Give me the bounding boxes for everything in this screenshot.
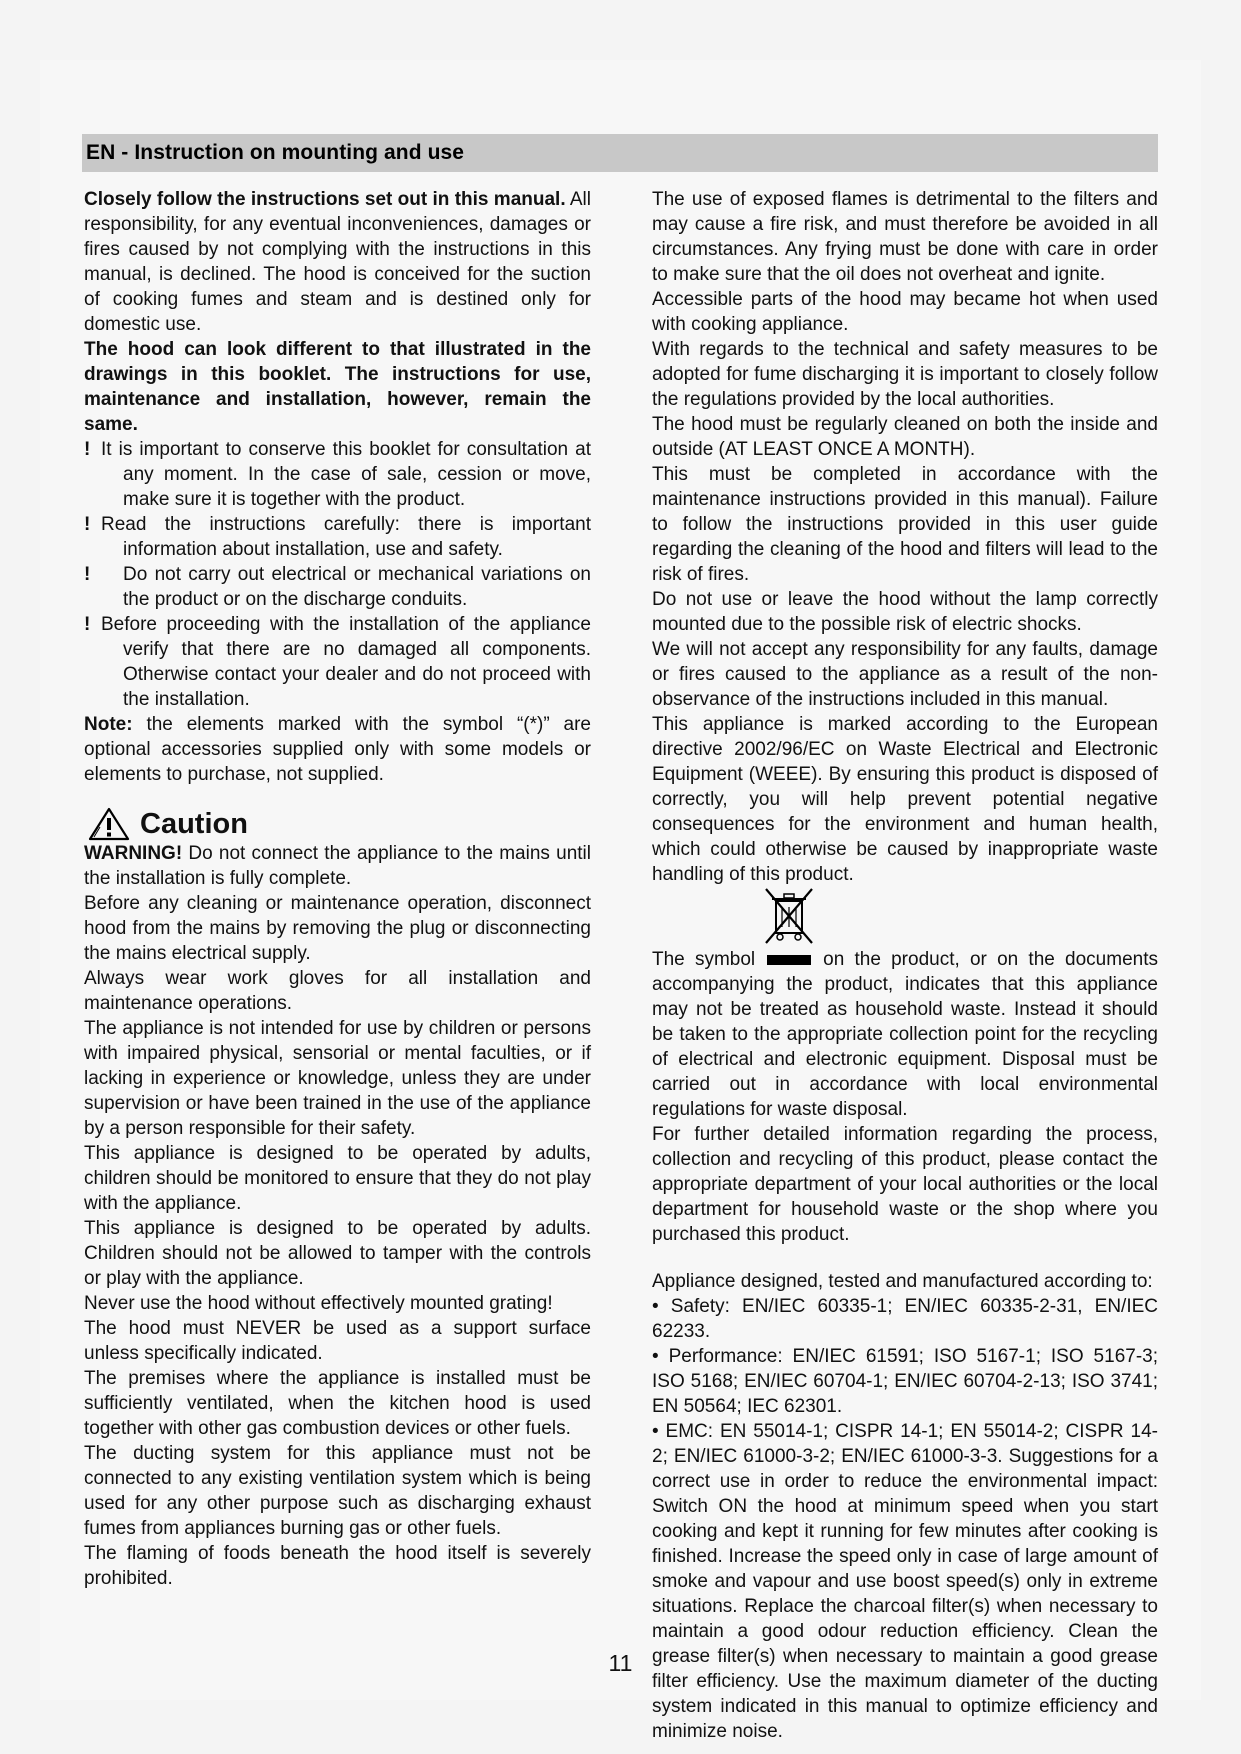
paragraph: Accessible parts of the hood may became hot when used with cooking appliance. bbox=[652, 289, 1158, 335]
paragraph: This must be completed in accordance with the maintenance instructions provided in this manual). Failure to follow the instructions provided in this user guide regarding the cleaning of the hood and filters will lead to the risk of fires. bbox=[652, 464, 1158, 585]
bang-item: ! Read the instructions carefully: there is important information about installation, use and safety. bbox=[84, 514, 591, 560]
weee-block bbox=[652, 887, 1158, 1122]
paragraph: With regards to the technical and safety measures to be adopted for fume discharging it is important to closely follow the regulations provided by the local authorities. bbox=[652, 339, 1158, 410]
paragraph: The hood must be regularly cleaned on both the inside and outside (AT LEAST ONCE A MONTH). bbox=[652, 414, 1158, 460]
paragraph: • Safety: EN/IEC 60335-1; EN/IEC 60335-2-31, EN/IEC 62233. bbox=[652, 1296, 1158, 1342]
weee-bar-icon bbox=[767, 955, 811, 965]
paragraph: The use of exposed flames is detrimental to the filters and may cause a fire risk, and must therefore be avoided in all circumstances. Any frying must be done with care in order to make sure that the oil does not overheat and ignite. bbox=[652, 189, 1158, 285]
paragraph: Always wear work gloves for all installation and maintenance operations. bbox=[84, 968, 591, 1014]
paragraph: For further detailed information regarding the process, collection and recycling of this product, please contact the appropriate department of your local authorities or the local department for household waste or the shop where you purchased this product. bbox=[652, 1124, 1158, 1245]
paragraph: • EMC: EN 55014-1; CISPR 14-1; EN 55014-2; CISPR 14-2; EN/IEC 61000-3-2; EN/IEC 61000-3-3. Suggestions for a correct use in order to reduce the environmental impact: Switch ON the hood at minimum speed when you start cooking and kept it running for few minutes after cooking is finished. Increase the speed only in case of large amount of smoke and vapour and use boost speed(s) only in extreme situations. Replace the charcoal filter(s) when necessary to maintain a good odour reduction efficiency. Clean the grease filter(s) when necessary to maintain a good grease filter efficiency. Use the maximum diameter of the ducting system indicated in this manual to optimize efficiency and minimize noise. bbox=[652, 1421, 1158, 1742]
paragraph: This appliance is designed to be operated by adults, children should be monitored to ensure that they do not play with the appliance. bbox=[84, 1143, 591, 1214]
caution-heading bbox=[84, 807, 591, 841]
section-title: EN - Instruction on mounting and use bbox=[86, 141, 465, 164]
paragraph: The flaming of foods beneath the hood itself is severely prohibited. bbox=[84, 1543, 591, 1589]
paragraph: This appliance is marked according to the European directive 2002/96/EC on Waste Electrical and Electronic Equipment (WEEE). By ensuring this product is disposed of correctly, you will help prevent potential negative consequences for the environment and human health, which could otherwise be caused by inappropriate waste handling of this product. bbox=[652, 714, 1158, 885]
paragraph: This appliance is designed to be operated by adults. Children should not be allowed to tamper with the controls or play with the appliance. bbox=[84, 1218, 591, 1289]
paragraph: Appliance designed, tested and manufactured according to: bbox=[652, 1271, 1153, 1292]
intro-paragraph: Closely follow the instructions set out in this manual. All responsibility, for any eventual inconveniences, damages or fires caused by not complying with the instructions in this manual, is declined. The hood is conceived for the suction of cooking fumes and steam and is destined only for domestic use. bbox=[84, 189, 591, 335]
notice-paragraph: The hood can look different to that illustrated in the drawings in this booklet. The instructions for use, maintenance and installation, however, remain the same. bbox=[84, 339, 591, 435]
bang-item: ! It is important to conserve this booklet for consultation at any moment. In the case of sale, cession or move, make sure it is together with the product. bbox=[84, 439, 591, 510]
paragraph: The premises where the appliance is installed must be sufficiently ventilated, when the kitchen hood is used together with other gas combustion devices or other fuels. bbox=[84, 1368, 591, 1439]
note-paragraph: Note: the elements marked with the symbol “(*)” are optional accessories supplied only with some models or elements to purchase, not supplied. bbox=[84, 714, 591, 785]
right-column bbox=[652, 187, 1158, 1744]
paragraph: The appliance is not intended for use by children or persons with impaired physical, sensorial or mental faculties, or if lacking in experience or knowledge, unless they are under supervision or have been trained in the use of the appliance by a person responsible for their safety. bbox=[84, 1018, 591, 1139]
section-header bbox=[82, 134, 1158, 172]
paragraph: Never use the hood without effectively mounted grating! bbox=[84, 1293, 553, 1314]
page-number: 11 bbox=[608, 1650, 633, 1676]
bang-item: ! Do not carry out electrical or mechanical variations on the product or on the discharge conduits. bbox=[84, 564, 591, 610]
paragraph: Do not use or leave the hood without the lamp correctly mounted due to the possible risk of electric shocks. bbox=[652, 589, 1158, 635]
spacer bbox=[652, 1247, 1158, 1269]
warning-paragraph: WARNING! Do not connect the appliance to the mains until the installation is fully complete. bbox=[84, 843, 591, 889]
warning-triangle-icon bbox=[88, 807, 130, 841]
caution-title: Caution bbox=[140, 807, 248, 840]
paragraph: • Performance: EN/IEC 61591; ISO 5167-1; ISO 5167-3; ISO 5168; EN/IEC 60704-1; EN/IEC 60704-2-13; ISO 3741; EN 50564; IEC 62301. bbox=[652, 1346, 1158, 1417]
paragraph: We will not accept any responsibility for any faults, damage or fires caused to the appliance as a result of the non-observance of the instructions included in this manual. bbox=[652, 639, 1158, 710]
paragraph: The hood must NEVER be used as a support surface unless specifically indicated. bbox=[84, 1318, 591, 1364]
left-column bbox=[84, 187, 591, 1591]
bang-item: ! Before proceeding with the installation of the appliance verify that there are no damaged all components. Otherwise contact your dealer and do not proceed with the installation. bbox=[84, 614, 591, 710]
paragraph: Before any cleaning or maintenance operation, disconnect hood from the mains by removing the plug or disconnecting the mains electrical supply. bbox=[84, 893, 591, 964]
weee-bin-icon bbox=[762, 887, 816, 947]
paragraph: The ducting system for this appliance must not be connected to any existing ventilation system which is being used for any other purpose such as discharging exhaust fumes from appliances burning gas or other fuels. bbox=[84, 1443, 591, 1539]
symbol-paragraph: The symbol on the product, or on the documents accompanying the product, indicates that this appliance may not be treated as household waste. Instead it should be taken to the appropriate collection point for the recycling of electrical and electronic equipment. Disposal must be carried out in accordance with local environmental regulations for waste disposal. bbox=[652, 949, 1158, 1120]
